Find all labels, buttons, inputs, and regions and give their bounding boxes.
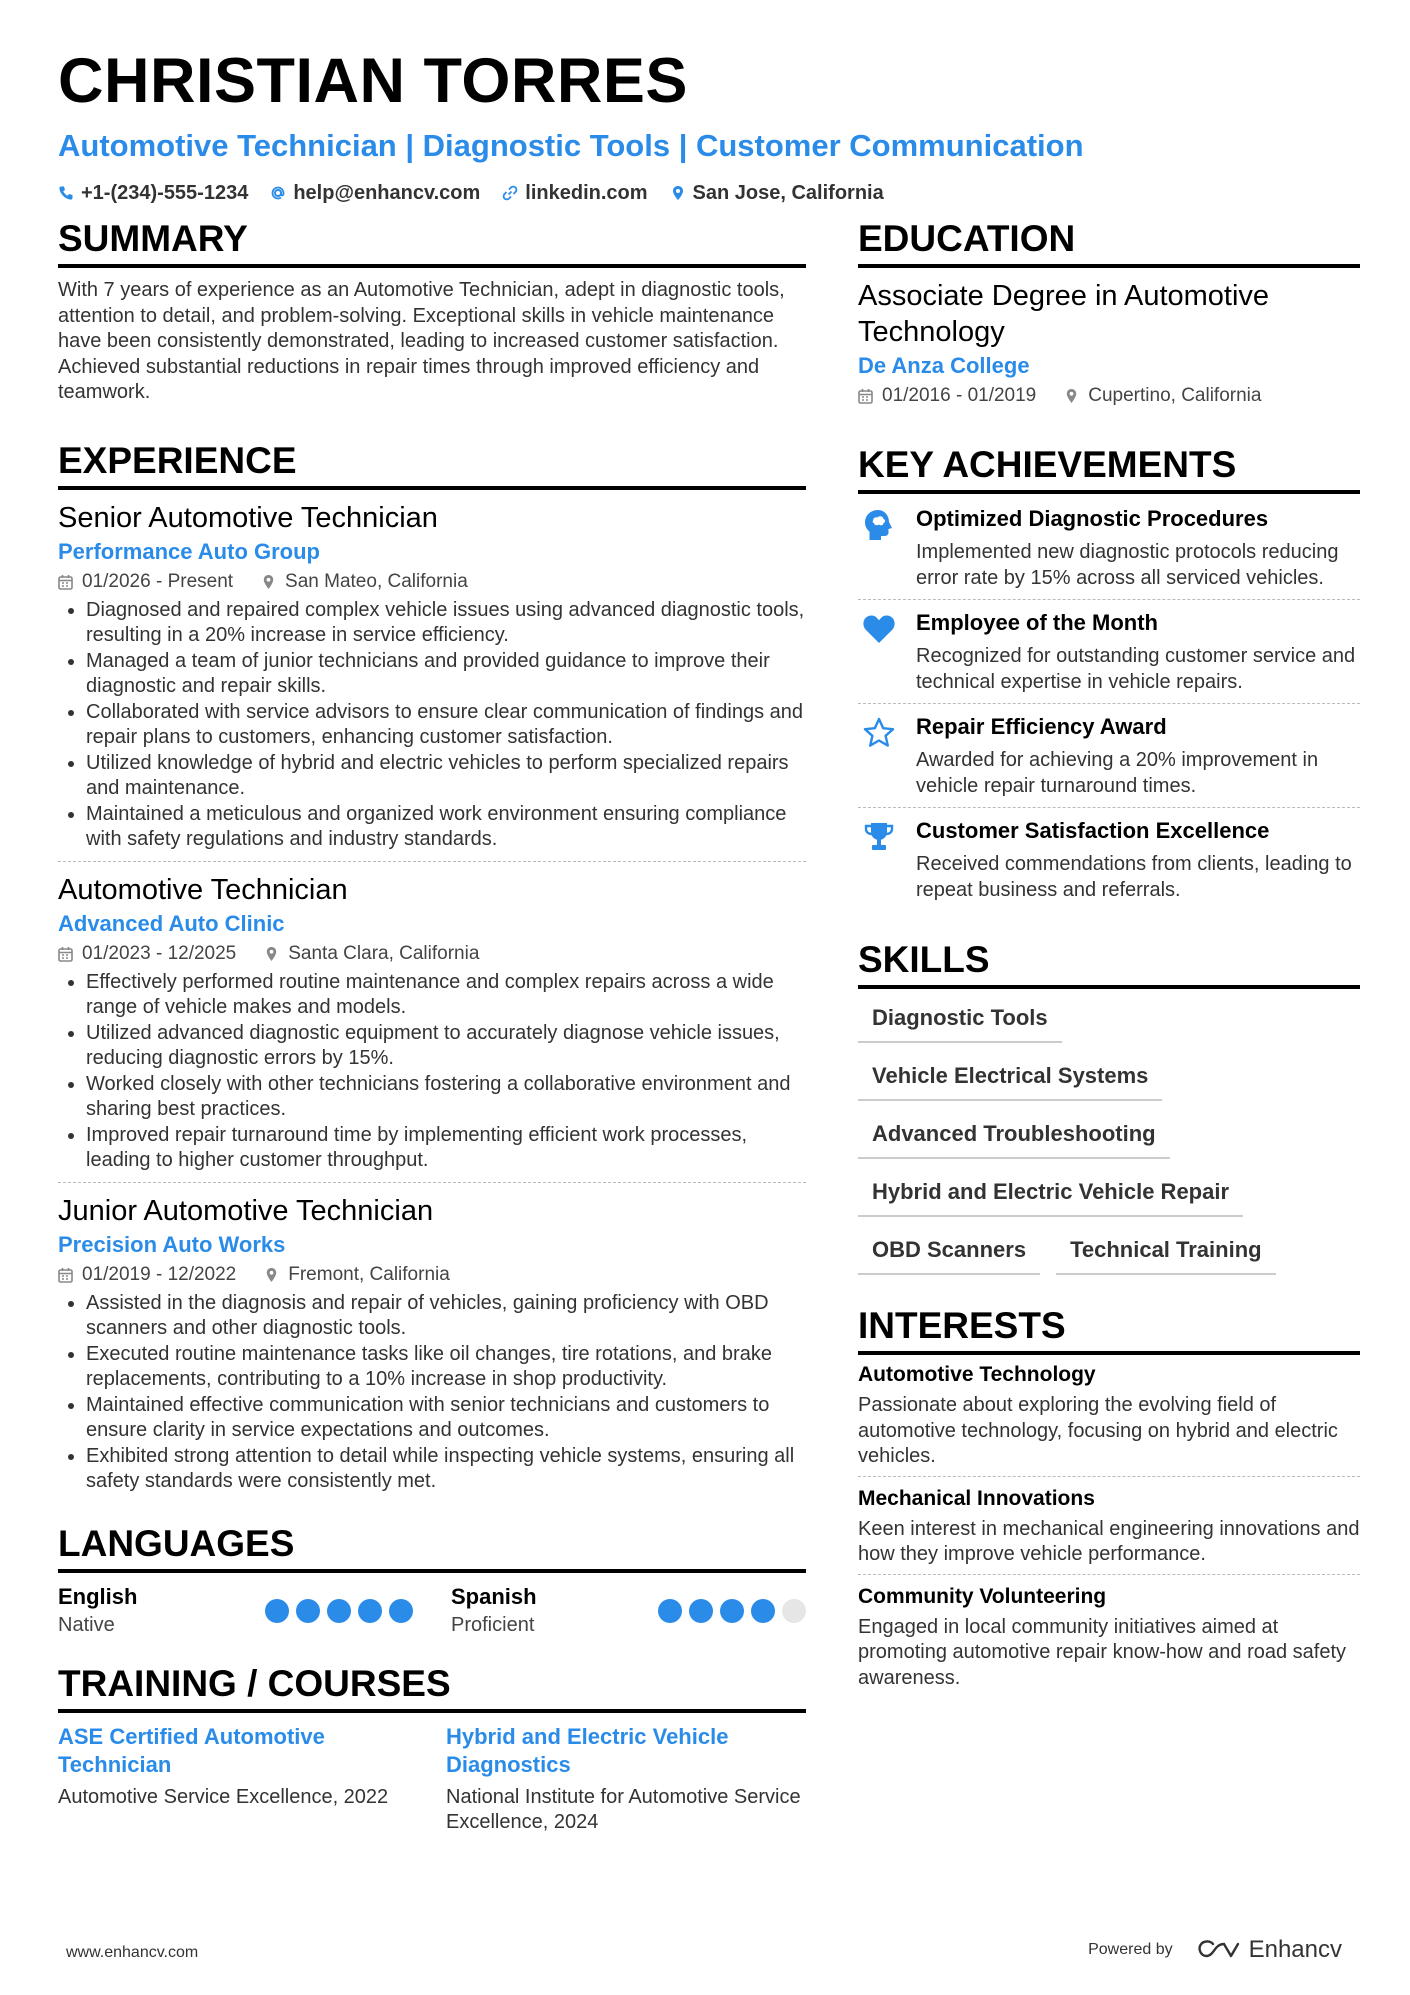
- footer-website[interactable]: www.enhancv.com: [66, 1944, 199, 1961]
- job-bullet: • Worked closely with other technicians fostering a collaborative environment and sharing best practices.: [86, 1072, 806, 1123]
- job-bullet: • Effectively performed routine maintenance and complex repairs across a wide range of vehicle makes and models.: [86, 970, 806, 1021]
- enhancv-logo-icon: [1197, 1938, 1241, 1962]
- job-bullet: • Assisted in the diagnosis and repair of vehicles, gaining proficiency with OBD scanners and other diagnostic tools.: [86, 1291, 806, 1342]
- job-bullet: • Diagnosed and repaired complex vehicle issues using advanced diagnostic tools, resulting in a 20% increase in service efficiency.: [86, 598, 806, 649]
- rating-dot-filled: [689, 1599, 713, 1623]
- education-location-text: Cupertino, California: [1088, 385, 1262, 406]
- job-location: [264, 1261, 450, 1289]
- job-dates: [58, 1261, 236, 1289]
- degree-title: Associate Degree in Automotive Technology: [858, 280, 1270, 348]
- education-dates: [858, 382, 1036, 410]
- education-dates-text: 01/2016 - 01/2019: [882, 385, 1037, 406]
- experience-entry: [58, 500, 806, 853]
- course-detail: National Institute for Automotive Service Excellence, 2024: [446, 1785, 801, 1833]
- footer-branding: [1088, 1936, 1342, 1964]
- contact-phone[interactable]: [58, 180, 248, 206]
- job-bullet: • Collaborated with service advisors to ensure clear communication of findings and repair plans to customers, enhancing customer satisfaction.: [86, 700, 806, 751]
- courses-grid: [58, 1723, 806, 1836]
- achievement-title: Optimized Diagnostic Procedures: [916, 506, 1269, 531]
- rating-dot-filled: [327, 1599, 351, 1623]
- job-bullet: • Executed routine maintenance tasks like oil changes, tire rotations, and brake replacements, contributing to a 10% increase in shop productivity.: [86, 1342, 806, 1393]
- achievement-entry: [858, 808, 1360, 911]
- language-rating: [265, 1599, 413, 1623]
- entry-divider: [58, 861, 806, 862]
- job-meta: [58, 940, 806, 968]
- education-heading: EDUCATION: [858, 216, 1360, 268]
- language-entry: [58, 1583, 413, 1639]
- skill-tag: Vehicle Electrical Systems: [858, 1057, 1162, 1101]
- skill-tag: Advanced Troubleshooting: [858, 1115, 1170, 1159]
- language-level: Proficient: [451, 1613, 535, 1636]
- contact-email[interactable]: [270, 180, 480, 206]
- rating-dot-filled: [296, 1599, 320, 1623]
- experience-heading: EXPERIENCE: [58, 438, 806, 490]
- job-dates-text: 01/2019 - 12/2022: [82, 1263, 237, 1285]
- course-detail: Automotive Service Excellence, 2022: [58, 1785, 389, 1808]
- achievement-icon-wrap: [858, 712, 900, 799]
- language-name: Spanish: [451, 1583, 537, 1609]
- education-section: [858, 216, 1360, 410]
- school-name: De Anza College: [858, 353, 1030, 378]
- powered-by-text: Powered by: [1088, 1941, 1173, 1958]
- linkedin-text: linkedin.com: [525, 182, 648, 204]
- achievement-entry: [858, 496, 1360, 599]
- skills-list: [858, 999, 1360, 1275]
- job-meta: [58, 568, 806, 596]
- location-pin-icon: [1064, 388, 1079, 404]
- candidate-name: CHRISTIAN TORRES: [58, 46, 688, 116]
- interest-text: Engaged in local community initiatives aimed at promoting automotive repair know-how and road safety awareness.: [858, 1615, 1347, 1689]
- course-title: ASE Certified Automotive Technician: [58, 1723, 325, 1777]
- achievement-icon-wrap: [858, 504, 900, 591]
- rating-dot-filled: [389, 1599, 413, 1623]
- training-heading: TRAINING / COURSES: [58, 1661, 806, 1713]
- achievement-title: Customer Satisfaction Excellence: [916, 818, 1270, 843]
- language-name: English: [58, 1583, 138, 1609]
- location-pin-icon: [264, 1267, 279, 1283]
- location-pin-icon: [264, 946, 279, 962]
- company-name: Performance Auto Group: [58, 538, 320, 564]
- experience-section: [58, 438, 806, 1495]
- job-bullet: • Managed a team of junior technicians and provided guidance to improve their diagnostic and repair skills.: [86, 649, 806, 700]
- contact-location: [670, 180, 884, 206]
- achievement-text: Implemented new diagnostic protocols reducing error rate by 15% across all serviced vehicles.: [916, 541, 1339, 589]
- achievement-text: Awarded for achieving a 20% improvement in vehicle repair turnaround times.: [916, 749, 1319, 797]
- calendar-icon: [58, 1267, 73, 1283]
- job-bullet: • Utilized knowledge of hybrid and electric vehicles to perform specialized repairs and maintenance.: [86, 751, 806, 802]
- job-dates: [58, 568, 233, 596]
- language-entry: [451, 1583, 806, 1639]
- achievement-icon-wrap: [858, 608, 900, 695]
- rating-dot-filled: [265, 1599, 289, 1623]
- trophy-icon: [862, 820, 896, 854]
- brand-name: Enhancv: [1248, 1936, 1342, 1963]
- skills-section: [858, 937, 1360, 1275]
- job-bullet: • Utilized advanced diagnostic equipment to accurately diagnose vehicle issues, reducing diagnostic errors by 15%.: [86, 1021, 806, 1072]
- languages-section: [58, 1521, 806, 1639]
- job-bullet: • Exhibited strong attention to detail while inspecting vehicle systems, ensuring all safety standards were consistently met.: [86, 1444, 806, 1495]
- calendar-icon: [58, 574, 73, 590]
- job-meta: [58, 1261, 806, 1289]
- candidate-headline: Automotive Technician | Diagnostic Tools | Customer Communication: [58, 128, 1084, 163]
- interest-entry: [858, 1361, 1360, 1470]
- interest-text: Passionate about exploring the evolving field of automotive technology, focusing on hybrid and electric vehicles.: [858, 1394, 1338, 1467]
- skill-tag: Diagnostic Tools: [858, 999, 1062, 1043]
- job-bullet: • Improved repair turnaround time by implementing efficient work processes, leading to higher customer throughput.: [86, 1123, 806, 1174]
- job-dates: [58, 940, 236, 968]
- location-text: San Jose, California: [692, 182, 884, 204]
- training-section: [58, 1661, 806, 1836]
- job-title: Junior Automotive Technician: [58, 1194, 434, 1227]
- star-icon: [862, 716, 896, 750]
- rating-dot-filled: [720, 1599, 744, 1623]
- company-name: Precision Auto Works: [58, 1231, 286, 1257]
- rating-dot-filled: [751, 1599, 775, 1623]
- interests-heading: INTERESTS: [858, 1303, 1360, 1355]
- interest-text: Keen interest in mechanical engineering innovations and how they improve vehicle performance.: [858, 1517, 1360, 1565]
- entry-divider: [58, 1182, 806, 1183]
- interest-title: Automotive Technology: [858, 1363, 1096, 1386]
- contact-row: [58, 180, 1358, 206]
- summary-section: [58, 216, 806, 406]
- interest-entry: [858, 1485, 1360, 1568]
- brain-head-icon: [862, 508, 896, 542]
- rating-dot-filled: [358, 1599, 382, 1623]
- experience-entry: [58, 1193, 806, 1495]
- course-entry: [58, 1723, 418, 1836]
- rating-dot-empty: [782, 1599, 806, 1623]
- at-sign-icon: [270, 185, 286, 201]
- job-bullet: • Maintained a meticulous and organized work environment ensuring compliance with safety regulations and industry standards.: [86, 802, 806, 853]
- heart-icon: [862, 612, 896, 646]
- experience-entry: [58, 872, 806, 1174]
- calendar-icon: [858, 388, 873, 404]
- phone-icon: [58, 185, 74, 201]
- interest-title: Community Volunteering: [858, 1584, 1107, 1608]
- interest-title: Mechanical Innovations: [858, 1486, 1095, 1510]
- job-dates-text: 01/2026 - Present: [82, 570, 234, 592]
- job-bullets: [58, 970, 806, 1174]
- summary-heading: SUMMARY: [58, 216, 806, 268]
- language-level: Native: [58, 1613, 115, 1636]
- job-bullets: [58, 1291, 806, 1495]
- summary-text: With 7 years of experience as an Automotive Technician, adept in diagnostic tools, attention to detail, and problem-solving. Exceptional skills in vehicle maintenance have been consistently demonstrated, leading to increased customer satisfaction. Achieved substantial reductions in repair times through improved efficiency and teamwork.: [58, 279, 785, 403]
- skills-heading: SKILLS: [858, 937, 1360, 989]
- skill-tag: Technical Training: [1056, 1231, 1276, 1275]
- education-meta: [858, 382, 1360, 410]
- language-rating: [658, 1599, 806, 1623]
- job-title: Automotive Technician: [58, 873, 348, 906]
- location-pin-icon: [261, 574, 276, 590]
- location-pin-icon: [670, 185, 686, 201]
- rating-dot-filled: [658, 1599, 682, 1623]
- calendar-icon: [58, 946, 73, 962]
- languages-heading: LANGUAGES: [58, 1521, 806, 1573]
- skill-tag: OBD Scanners: [858, 1231, 1040, 1275]
- email-text: help@enhancv.com: [293, 182, 481, 204]
- contact-linkedin[interactable]: [502, 180, 647, 206]
- achievement-title: Repair Efficiency Award: [916, 714, 1167, 739]
- company-name: Advanced Auto Clinic: [58, 910, 285, 936]
- job-location-text: San Mateo, California: [285, 570, 468, 592]
- job-bullets: [58, 598, 806, 853]
- resume-header: [58, 40, 1358, 206]
- job-location: [264, 940, 479, 968]
- achievements-section: [858, 442, 1360, 911]
- interest-entry: [858, 1583, 1360, 1692]
- achievement-text: Received commendations from clients, leading to repeat business and referrals.: [916, 853, 1352, 901]
- entry-divider: [858, 1574, 1360, 1575]
- education-location: [1064, 382, 1261, 410]
- enhancv-logo[interactable]: [1197, 1936, 1342, 1964]
- phone-text: +1-(234)-555-1234: [81, 182, 249, 204]
- link-icon: [502, 185, 518, 201]
- job-location-text: Santa Clara, California: [288, 942, 480, 964]
- achievement-entry: [858, 704, 1360, 807]
- achievement-title: Employee of the Month: [916, 610, 1158, 635]
- job-dates-text: 01/2023 - 12/2025: [82, 942, 237, 964]
- achievement-entry: [858, 600, 1360, 703]
- job-location-text: Fremont, California: [288, 1263, 450, 1285]
- skill-tag: Hybrid and Electric Vehicle Repair: [858, 1173, 1243, 1217]
- languages-grid: [58, 1583, 806, 1639]
- job-location: [261, 568, 468, 596]
- job-title: Senior Automotive Technician: [58, 501, 438, 534]
- job-bullet: • Maintained effective communication with senior technicians and customers to ensure clarity in service expectations and outcomes.: [86, 1393, 806, 1444]
- right-column: [858, 216, 1360, 1723]
- left-column: [58, 216, 806, 1868]
- achievement-text: Recognized for outstanding customer service and technical expertise in vehicle repairs.: [916, 645, 1356, 693]
- course-entry: [446, 1723, 806, 1836]
- achievements-heading: KEY ACHIEVEMENTS: [858, 442, 1360, 494]
- interests-section: [858, 1303, 1360, 1691]
- entry-divider: [858, 1476, 1360, 1477]
- course-title: Hybrid and Electric Vehicle Diagnostics: [446, 1723, 729, 1777]
- achievement-icon-wrap: [858, 816, 900, 903]
